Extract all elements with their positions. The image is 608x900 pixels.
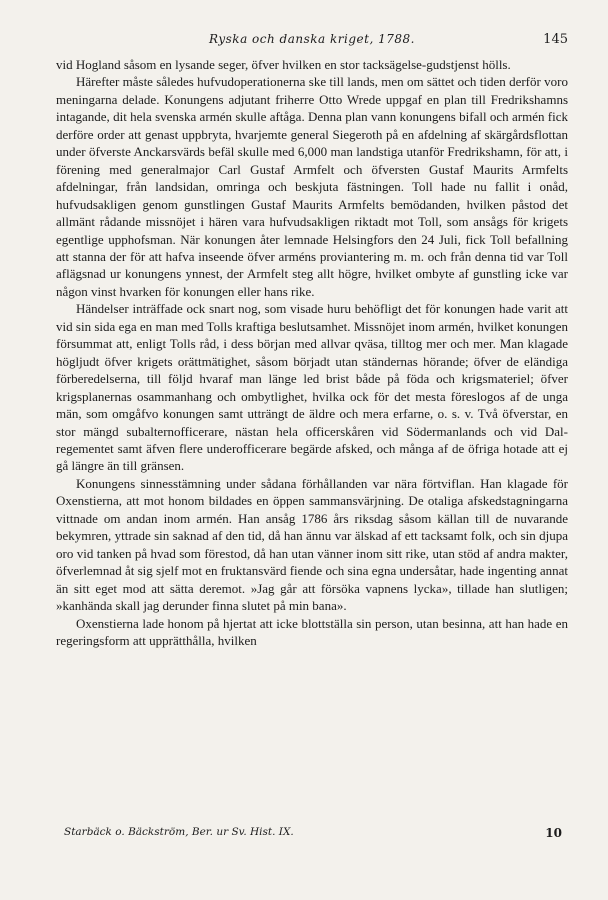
page-footer (64, 826, 562, 846)
paragraph: Händelser inträffade ock snart nog, som visade huru behöfligt det för konungen hade varit att vid sin sida ega en man med Tolls kraftiga beslutsamhet. Missnöjet inom armén, hvilket konungen försummat att, enligt Tolls råd, i dess början med allvar qväsa, tilltog mer och mer. Man klagade högljudt öfver krigets orättmätighet, såsom börjadt utan ständernas hörande; öfver de eländiga förberedelserna, till följd hvaraf man länge led brist både på föda och krigsmateriel; öfver krigsplanernas osammanhang och ombytlighet, hvilka ock för det mesta föreslogos af de unga män, som omgåfvo konungen samt utträngt de äldre och mera erfarne, o. s. v. Två öfverstar, en stor mängd subalternofficerare, nästan hela officerskåren vid Södermanlands och vid Dal-regementet samt äfven flere underofficerare begärde afsked, och många af de öfriga hotade att ej gå längre än till gränsen. (56, 301, 568, 474)
paragraph: vid Hogland såsom en lysande seger, öfver hvilken en stor tacksägelse-gudstjenst hölls. (56, 57, 511, 72)
body-text (56, 56, 568, 649)
paragraph: Oxenstierna lade honom på hjertat att icke blottställa sin person, utan besinna, att han hade en regeringsform att upprätthålla, hvilken (56, 615, 568, 648)
sheet-number: 10 (545, 826, 562, 840)
running-title: Ryska och danska kriget, 1788. (209, 32, 415, 46)
running-head (56, 30, 568, 52)
signature-line: Starbäck o. Bäckström, Ber. ur Sv. Hist. IX. (64, 826, 294, 838)
page-number: 145 (543, 32, 568, 47)
paragraph: Härefter måste således hufvudoperationerna ske till lands, men om sättet och tiden derför voro meningarna delade. Konungens adjutant friherre Otto Wrede uppgaf en plan till Fredrikshamns intagande, dit hela svenska armén skulle aftåga. Denna plan vann konungens bifall och armén fick derföre order att genast uppbryta, hvarjemte general Siegeroth på en afdelning af skärgårdsflottan under öfverste Anckarsvärds befäl skulle med 6,000 man landstiga utanför Fredrikshamn, för att, i förening med generalmajor Carl Gustaf Armfelt och öfversten Gustaf Maurits Armfelts afdelningar, från landsidan, omringa och beskjuta fästningen. Toll hade nu fallit i onåd, hufvudsakligen genom gunstlingen Gustaf Maurits Armfelts bemödanden, hvilken påstod det allmänt rådande missnöjet i hären vara hufvudsakligen riktadt mot Toll, som ansågs för krigets egentlige upphofsman. När konungen åter lemnade Helsingfors den 24 Juli, fick Toll befallning att stanna der för att hafva inseende öfver arméns proviantering m. m. och från denna tid var Toll aflägsnad ur konungens ynnest, der Armfelt steg allt högre, hvilket ombyte af gunstling icke var någon vinst hvarken för konungen eller hans rike. (56, 74, 568, 299)
paragraph: Konungens sinnesstämning under sådana förhållanden var nära förtviflan. Han klagade för Oxenstierna, att mot honom bildades en öppen sammansvärjning. De otaliga afskedstagningarna vittnade om andan inom armén. Han ansåg 1786 års riksdag såsom källan till de nuvarande bekymren, yttrade sin saknad af den tid, då han ännu var älskad af ett tacksamt folk, och sin djupa oro vid tanken på hvad som förestod, då han utan vänner inom sitt rike, utan stöd af andra makter, öfverlemnad åt sig sjelf mot en fruktansvärd fiende och sina egna undersåtar, hade ingenting annat än sitt eget mod att sätta deremot. »Jag går att försöka vapnens lycka», tillade han slutligen; »kanhända skall jag derunder finna slutet på min bana». (56, 475, 568, 614)
